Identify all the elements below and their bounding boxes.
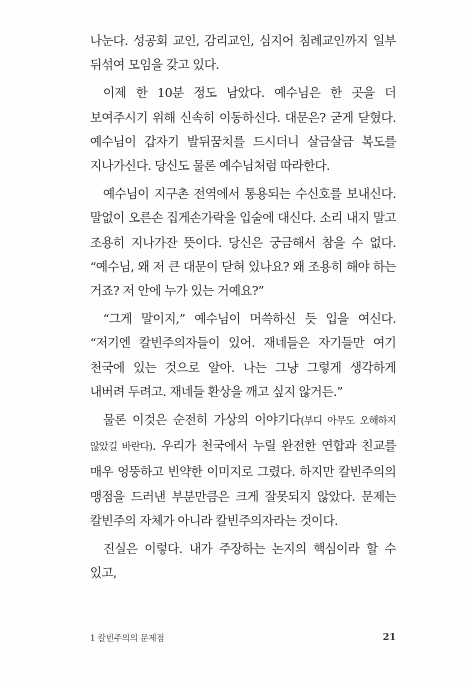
paragraph: 진실은 이렇다. 내가 주장하는 논지의 핵심이라 할 수 있고, (90, 541, 396, 581)
running-footer-chapter: 1 칼빈주의의 문제점 (90, 634, 165, 644)
paragraph: 이제 한 10분 정도 남았다. 예수님은 한 곳을 더 보여주시기 위해 신속히 이동하신다. 대문은? 굳게 닫혔다. 예수님이 갑자기 발뒤꿈치를 드시더니 살금살금 복도를 지나가신다. 당신도 물론 예수님처럼 따라한다. (90, 85, 396, 174)
page-number: 21 (382, 632, 396, 643)
page-footer (90, 632, 396, 646)
paragraph: 나눈다. 성공회 교인, 감리교인, 심지어 침례교인까지 일부 뒤섞여 모임을 갖고 있다. (90, 33, 396, 73)
paragraph-text: 물론 이것은 순전히 가상의 이야기다 (103, 412, 301, 428)
body-text (90, 29, 396, 589)
paragraph-text: . 우리가 천국에서 누릴 완전한 연합과 친교를 매우 엉뚱하고 빈약한 이미지로 그렸다. 하지만 칼빈주의의 맹점을 드러낸 부분만큼은 크게 잘못되지 않았다. 문제는 칼빈주의 자체가 아니라 칼빈주의자라는 것이다. (90, 438, 396, 528)
paragraph (90, 408, 396, 533)
parenthetical-aside: (부디 아무도 오해하지 않았길 바란다) (90, 416, 396, 454)
paragraph: “그게 말이지,” 예수님이 머쓱하신 듯 입을 여신다. “저기엔 칼빈주의자들이 있어. 재네들은 자기들만 여기 천국에 있는 것으로 알아. 나는 그냥 그렇게 생각하게 내버려 두려고. 재네들 환상을 깨고 싶지 않거든.” (90, 311, 396, 399)
paragraph: 예수님이 지구촌 전역에서 통용되는 수신호를 보내신다. 말없이 오른손 집게손가락을 입술에 대신다. 소리 내지 말고 조용히 지나가잔 뜻이다. 당신은 궁금해서 참을 수 없다. “예수님, 왜 저 큰 대문이 닫혀 있나요? 왜 조용히 해야 하는 거죠? 저 안에 누가 있는 거예요?” (90, 186, 396, 299)
